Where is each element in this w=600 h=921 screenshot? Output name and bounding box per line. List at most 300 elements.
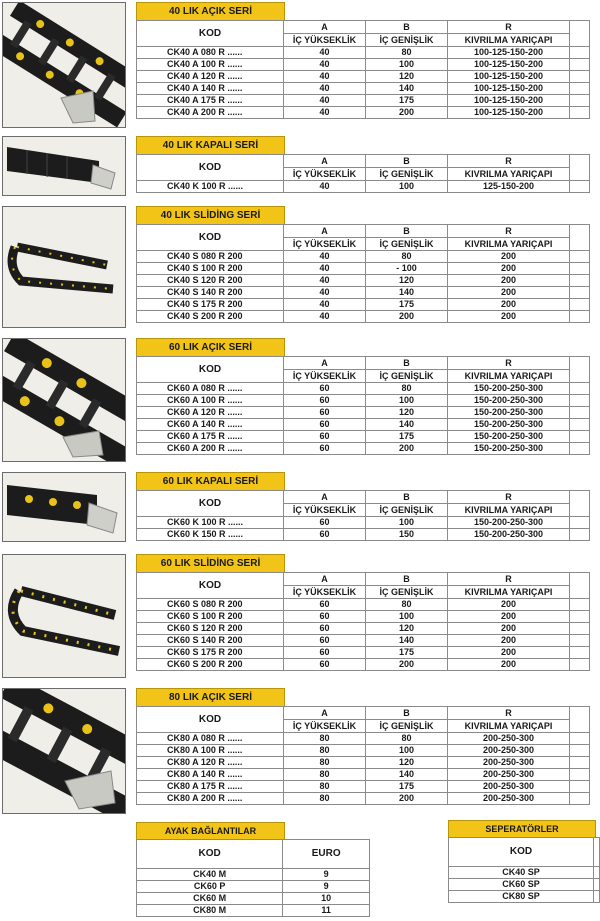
r-cell: 200-250-300 (448, 781, 570, 793)
kod-cell: CK40 S 100 R 200 (137, 263, 284, 275)
empty-cell (570, 443, 590, 455)
series-title: 60 LIK KAPALI SERİ (136, 472, 285, 491)
table-row (137, 905, 370, 917)
r-letter: R (448, 21, 570, 34)
table-row (449, 879, 600, 891)
empty-cell (570, 611, 590, 623)
ayak-euro-header: EURO (283, 840, 370, 869)
table-row (137, 869, 370, 881)
product-photo-60-sliding (2, 554, 126, 678)
r-cell: 200 (448, 251, 570, 263)
a-label: İÇ YÜKSEKLİK (284, 34, 366, 47)
seperator-kod-header: KOD (449, 838, 594, 867)
b-cell: 175 (366, 781, 448, 793)
empty-cell (570, 659, 590, 671)
a-cell: 60 (284, 599, 366, 611)
spec-table (136, 20, 590, 119)
table-row (137, 395, 590, 407)
table-row (137, 781, 590, 793)
b-cell: 140 (366, 83, 448, 95)
euro-cell: 11 (283, 905, 370, 917)
kod-cell: CK40 S 200 R 200 (137, 311, 284, 323)
a-cell: 60 (284, 407, 366, 419)
r-letter: R (448, 225, 570, 238)
a-cell: 40 (284, 287, 366, 299)
b-cell: 100 (366, 395, 448, 407)
empty-cell (594, 838, 600, 867)
kod-cell: CK40 A 100 R ...... (137, 59, 284, 71)
kod-cell: CK40 A 120 R ...... (137, 71, 284, 83)
empty-cell (570, 83, 590, 95)
series-title: 60 LIK SLİDİNG SERİ (136, 554, 285, 573)
empty-cell (570, 517, 590, 529)
r-letter: R (448, 357, 570, 370)
table-row (137, 647, 590, 659)
b-cell: 100 (366, 181, 448, 193)
b-cell: 100 (366, 59, 448, 71)
r-label: KIVRILMA YARIÇAPI (448, 720, 570, 733)
kod-cell: CK60 A 175 R ...... (137, 431, 284, 443)
empty-cell (570, 647, 590, 659)
r-cell: 100-125-150-200 (448, 83, 570, 95)
r-cell: 200 (448, 275, 570, 287)
b-label: İÇ GENİŞLİK (366, 504, 448, 517)
r-cell: 150-200-250-300 (448, 383, 570, 395)
table-row (137, 251, 590, 263)
kod-cell: CK40 SP (449, 867, 594, 879)
empty-cell (570, 745, 590, 757)
product-photo-60-kapali (2, 472, 126, 542)
kod-cell: CK60 S 175 R 200 (137, 647, 284, 659)
r-letter: R (448, 491, 570, 504)
b-letter: B (366, 357, 448, 370)
a-cell: 60 (284, 443, 366, 455)
a-cell: 40 (284, 107, 366, 119)
r-cell: 200-250-300 (448, 733, 570, 745)
empty-cell (570, 707, 590, 733)
a-cell: 40 (284, 95, 366, 107)
kod-cell: CK80 A 140 R ...... (137, 769, 284, 781)
empty-cell (570, 599, 590, 611)
table-row (137, 881, 370, 893)
b-letter: B (366, 155, 448, 168)
a-label: İÇ YÜKSEKLİK (284, 168, 366, 181)
empty-cell (594, 891, 600, 903)
empty-cell (570, 287, 590, 299)
r-cell: 200 (448, 647, 570, 659)
b-label: İÇ GENİŞLİK (366, 586, 448, 599)
empty-cell (570, 357, 590, 383)
b-cell: 200 (366, 107, 448, 119)
table-row (137, 83, 590, 95)
product-photo-40-sliding (2, 206, 126, 328)
r-cell: 200 (448, 599, 570, 611)
b-cell: 175 (366, 647, 448, 659)
kod-cell: CK40 S 175 R 200 (137, 299, 284, 311)
series-title: 40 LIK KAPALI SERİ (136, 136, 285, 155)
r-cell: 200 (448, 311, 570, 323)
a-cell: 40 (284, 275, 366, 287)
ayak-table (136, 839, 370, 917)
r-cell: 100-125-150-200 (448, 107, 570, 119)
a-cell: 80 (284, 733, 366, 745)
a-cell: 60 (284, 659, 366, 671)
a-cell: 60 (284, 611, 366, 623)
empty-cell (570, 107, 590, 119)
kod-cell: CK60 A 120 R ...... (137, 407, 284, 419)
kod-cell: CK60 SP (449, 879, 594, 891)
r-cell: 200 (448, 659, 570, 671)
ayak-kod-header: KOD (137, 840, 283, 869)
table-row (137, 611, 590, 623)
a-label: İÇ YÜKSEKLİK (284, 370, 366, 383)
table-row (137, 443, 590, 455)
table-row (137, 745, 590, 757)
table-row (137, 659, 590, 671)
spec-table (136, 224, 590, 323)
kod-cell: CK60 K 150 R ...... (137, 529, 284, 541)
kod-header: KOD (137, 573, 284, 599)
kod-cell: CK60 P (137, 881, 283, 893)
series-title: 40 LIK SLİDİNG SERİ (136, 206, 285, 225)
r-cell: 200 (448, 263, 570, 275)
b-letter: B (366, 491, 448, 504)
kod-cell: CK60 S 120 R 200 (137, 623, 284, 635)
kod-cell: CK60 S 200 R 200 (137, 659, 284, 671)
table-row (137, 893, 370, 905)
r-cell: 150-200-250-300 (448, 517, 570, 529)
a-label: İÇ YÜKSEKLİK (284, 720, 366, 733)
empty-cell (594, 867, 600, 879)
b-cell: 120 (366, 275, 448, 287)
table-row (137, 431, 590, 443)
a-letter: A (284, 225, 366, 238)
r-letter: R (448, 155, 570, 168)
b-cell: 200 (366, 311, 448, 323)
table-row (137, 635, 590, 647)
r-cell: 150-200-250-300 (448, 529, 570, 541)
empty-cell (570, 623, 590, 635)
r-letter: R (448, 707, 570, 720)
kod-cell: CK80 M (137, 905, 283, 917)
table-row (137, 623, 590, 635)
r-cell: 200 (448, 299, 570, 311)
r-cell: 150-200-250-300 (448, 419, 570, 431)
kod-header: KOD (137, 155, 284, 181)
r-cell: 200-250-300 (448, 745, 570, 757)
b-letter: B (366, 707, 448, 720)
product-photo-40-acik (2, 2, 126, 128)
euro-cell: 10 (283, 893, 370, 905)
r-cell: 100-125-150-200 (448, 47, 570, 59)
empty-cell (570, 529, 590, 541)
table-row (137, 419, 590, 431)
table-row (137, 299, 590, 311)
r-cell: 200 (448, 635, 570, 647)
kod-cell: CK80 A 120 R ...... (137, 757, 284, 769)
spec-table (136, 356, 590, 455)
empty-cell (570, 769, 590, 781)
a-cell: 40 (284, 299, 366, 311)
kod-cell: CK60 A 080 R ...... (137, 383, 284, 395)
b-label: İÇ GENİŞLİK (366, 168, 448, 181)
seperator-table (448, 837, 600, 903)
a-cell: 80 (284, 793, 366, 805)
table-row (137, 59, 590, 71)
kod-cell: CK40 A 080 R ...... (137, 47, 284, 59)
kod-header: KOD (137, 707, 284, 733)
kod-cell: CK60 A 100 R ...... (137, 395, 284, 407)
spec-table (136, 154, 590, 193)
a-cell: 60 (284, 529, 366, 541)
empty-cell (570, 299, 590, 311)
r-label: KIVRILMA YARIÇAPI (448, 238, 570, 251)
b-cell: 150 (366, 529, 448, 541)
a-label: İÇ YÜKSEKLİK (284, 504, 366, 517)
kod-header: KOD (137, 357, 284, 383)
product-photo-80-acik (2, 688, 126, 814)
empty-cell (570, 383, 590, 395)
table-row (449, 867, 600, 879)
a-letter: A (284, 491, 366, 504)
table-row (137, 733, 590, 745)
empty-cell (570, 71, 590, 83)
ayak-title: AYAK BAĞLANTILAR (136, 822, 285, 840)
kod-cell: CK40 A 140 R ...... (137, 83, 284, 95)
a-cell: 40 (284, 251, 366, 263)
kod-cell: CK60 M (137, 893, 283, 905)
a-cell: 60 (284, 395, 366, 407)
empty-cell (570, 95, 590, 107)
table-row (137, 71, 590, 83)
product-photo-60-acik (2, 338, 126, 462)
a-cell: 80 (284, 757, 366, 769)
empty-cell (570, 181, 590, 193)
a-cell: 60 (284, 419, 366, 431)
table-row (137, 529, 590, 541)
b-cell: 80 (366, 47, 448, 59)
b-label: İÇ GENİŞLİK (366, 238, 448, 251)
euro-cell: 9 (283, 869, 370, 881)
r-cell: 150-200-250-300 (448, 431, 570, 443)
table-row (137, 383, 590, 395)
empty-cell (570, 573, 590, 599)
r-cell: 200 (448, 611, 570, 623)
b-cell: 175 (366, 95, 448, 107)
table-row (137, 275, 590, 287)
kod-cell: CK60 A 200 R ...... (137, 443, 284, 455)
kod-cell: CK60 K 100 R ...... (137, 517, 284, 529)
empty-cell (570, 263, 590, 275)
a-cell: 60 (284, 517, 366, 529)
kod-cell: CK60 A 140 R ...... (137, 419, 284, 431)
a-cell: 40 (284, 311, 366, 323)
empty-cell (570, 311, 590, 323)
table-row (137, 181, 590, 193)
kod-cell: CK80 A 175 R ...... (137, 781, 284, 793)
r-label: KIVRILMA YARIÇAPI (448, 34, 570, 47)
b-letter: B (366, 21, 448, 34)
r-cell: 100-125-150-200 (448, 95, 570, 107)
empty-cell (570, 491, 590, 517)
r-label: KIVRILMA YARIÇAPI (448, 168, 570, 181)
empty-cell (594, 879, 600, 891)
r-cell: 150-200-250-300 (448, 407, 570, 419)
a-cell: 40 (284, 181, 366, 193)
kod-cell: CK40 K 100 R ...... (137, 181, 284, 193)
r-cell: 100-125-150-200 (448, 59, 570, 71)
a-cell: 40 (284, 263, 366, 275)
kod-cell: CK60 S 080 R 200 (137, 599, 284, 611)
a-cell: 60 (284, 635, 366, 647)
b-cell: - 100 (366, 263, 448, 275)
r-label: KIVRILMA YARIÇAPI (448, 504, 570, 517)
spec-table (136, 706, 590, 805)
table-row (137, 793, 590, 805)
kod-cell: CK60 S 140 R 200 (137, 635, 284, 647)
table-row (137, 287, 590, 299)
b-cell: 80 (366, 599, 448, 611)
empty-cell (570, 431, 590, 443)
empty-cell (570, 275, 590, 287)
empty-cell (570, 781, 590, 793)
table-row (137, 263, 590, 275)
b-label: İÇ GENİŞLİK (366, 370, 448, 383)
table-row (137, 407, 590, 419)
kod-cell: CK40 A 200 R ...... (137, 107, 284, 119)
table-row (137, 311, 590, 323)
empty-cell (570, 733, 590, 745)
product-photo-40-kapali (2, 136, 126, 196)
a-cell: 40 (284, 47, 366, 59)
kod-cell: CK80 SP (449, 891, 594, 903)
table-row (449, 891, 600, 903)
r-cell: 200-250-300 (448, 793, 570, 805)
r-cell: 150-200-250-300 (448, 395, 570, 407)
series-title: 60 LIK AÇIK SERİ (136, 338, 285, 357)
a-cell: 60 (284, 431, 366, 443)
empty-cell (570, 21, 590, 47)
a-label: İÇ YÜKSEKLİK (284, 238, 366, 251)
seperator-title: SEPERATÖRLER (448, 820, 596, 838)
table-row (137, 769, 590, 781)
empty-cell (570, 251, 590, 263)
r-cell: 200-250-300 (448, 769, 570, 781)
kod-cell: CK80 A 100 R ...... (137, 745, 284, 757)
kod-cell: CK60 S 100 R 200 (137, 611, 284, 623)
b-cell: 200 (366, 793, 448, 805)
empty-cell (570, 155, 590, 181)
empty-cell (570, 395, 590, 407)
series-title: 80 LIK AÇIK SERİ (136, 688, 285, 707)
b-letter: B (366, 225, 448, 238)
a-cell: 40 (284, 83, 366, 95)
empty-cell (570, 47, 590, 59)
r-cell: 125-150-200 (448, 181, 570, 193)
empty-cell (570, 59, 590, 71)
b-cell: 175 (366, 299, 448, 311)
a-cell: 60 (284, 623, 366, 635)
a-cell: 80 (284, 745, 366, 757)
euro-cell: 9 (283, 881, 370, 893)
kod-header: KOD (137, 21, 284, 47)
table-row (137, 95, 590, 107)
b-letter: B (366, 573, 448, 586)
r-cell: 200-250-300 (448, 757, 570, 769)
b-cell: 100 (366, 517, 448, 529)
empty-cell (570, 793, 590, 805)
a-letter: A (284, 21, 366, 34)
r-cell: 200 (448, 623, 570, 635)
r-label: KIVRILMA YARIÇAPI (448, 370, 570, 383)
a-cell: 60 (284, 383, 366, 395)
b-cell: 120 (366, 407, 448, 419)
b-cell: 100 (366, 611, 448, 623)
a-letter: A (284, 707, 366, 720)
table-row (137, 517, 590, 529)
empty-cell (570, 635, 590, 647)
b-label: İÇ GENİŞLİK (366, 720, 448, 733)
kod-header: KOD (137, 225, 284, 251)
kod-cell: CK40 S 120 R 200 (137, 275, 284, 287)
empty-cell (570, 757, 590, 769)
empty-cell (570, 407, 590, 419)
r-cell: 100-125-150-200 (448, 71, 570, 83)
r-letter: R (448, 573, 570, 586)
b-cell: 100 (366, 745, 448, 757)
table-row (137, 107, 590, 119)
b-cell: 120 (366, 623, 448, 635)
b-cell: 200 (366, 659, 448, 671)
empty-cell (570, 419, 590, 431)
r-cell: 200 (448, 287, 570, 299)
spec-table (136, 490, 590, 541)
b-cell: 80 (366, 733, 448, 745)
series-title: 40 LIK AÇIK SERİ (136, 2, 285, 21)
a-label: İÇ YÜKSEKLİK (284, 586, 366, 599)
r-cell: 150-200-250-300 (448, 443, 570, 455)
b-cell: 80 (366, 383, 448, 395)
kod-cell: CK80 A 200 R ...... (137, 793, 284, 805)
b-cell: 140 (366, 419, 448, 431)
kod-cell: CK80 A 080 R ...... (137, 733, 284, 745)
kod-header: KOD (137, 491, 284, 517)
r-label: KIVRILMA YARIÇAPI (448, 586, 570, 599)
table-row (137, 599, 590, 611)
a-letter: A (284, 573, 366, 586)
table-row (137, 757, 590, 769)
b-cell: 140 (366, 287, 448, 299)
a-cell: 80 (284, 781, 366, 793)
b-cell: 120 (366, 71, 448, 83)
b-cell: 140 (366, 635, 448, 647)
a-cell: 60 (284, 647, 366, 659)
kod-cell: CK40 M (137, 869, 283, 881)
a-letter: A (284, 155, 366, 168)
b-cell: 175 (366, 431, 448, 443)
a-cell: 40 (284, 59, 366, 71)
b-cell: 80 (366, 251, 448, 263)
kod-cell: CK40 A 175 R ...... (137, 95, 284, 107)
b-cell: 140 (366, 769, 448, 781)
b-cell: 120 (366, 757, 448, 769)
b-cell: 200 (366, 443, 448, 455)
a-cell: 40 (284, 71, 366, 83)
kod-cell: CK40 S 140 R 200 (137, 287, 284, 299)
a-cell: 80 (284, 769, 366, 781)
spec-table (136, 572, 590, 671)
a-letter: A (284, 357, 366, 370)
